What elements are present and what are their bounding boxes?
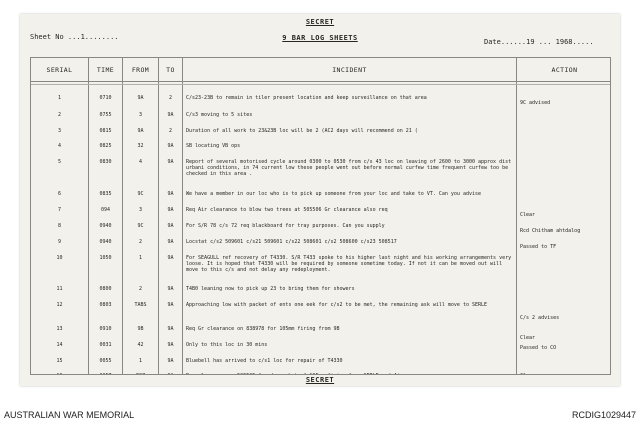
serial-cell: 7 <box>57 207 61 213</box>
serial-cell: 11 <box>56 286 63 292</box>
from-cell: 1 <box>138 255 142 261</box>
archive-reference: RCDIG1029447 <box>571 410 636 420</box>
incident-cell: For S/R 78 c/s 72 req blackboard for tray purposes. Can you supply <box>186 223 385 229</box>
time-cell: 0710 <box>99 95 112 101</box>
incident-cell: Req Air clearance to blow two trees at 505506 Gr clearance also req <box>186 207 388 213</box>
incident-cell: Approaching low with packet of ents one eek for c/s2 to be met, the remaining ask will move to SERLE <box>186 302 488 308</box>
column-divider <box>516 58 517 374</box>
incident-cell: C/s23-23B to remain in tiler present location and keep surveillance on that area <box>186 95 427 101</box>
column-header-action: ACTION <box>551 65 578 74</box>
from-cell: 2 <box>138 286 142 292</box>
time-cell: 0825 <box>99 143 112 149</box>
serial-cell: 3 <box>57 128 61 134</box>
header-separator <box>31 84 610 85</box>
to-cell: 9A <box>167 302 174 308</box>
classification-footer: SECRET <box>305 376 335 384</box>
action-cell: Clear <box>520 335 536 341</box>
time-cell: 0835 <box>99 191 112 197</box>
time-cell: 0755 <box>99 112 112 118</box>
incident-cell: C/s3 moving to 5 sites <box>186 112 253 118</box>
to-cell: 2 <box>168 128 172 134</box>
from-cell: 1 <box>138 358 142 364</box>
serial-cell: 12 <box>56 302 63 308</box>
log-table <box>30 57 611 375</box>
time-cell: 0055 <box>99 358 112 364</box>
from-cell: 4 <box>138 159 142 165</box>
incident-cell: Only to this loc in 30 mins <box>186 342 268 348</box>
serial-cell: 13 <box>56 326 63 332</box>
from-cell: 9C <box>137 223 144 229</box>
to-cell: 2 <box>168 95 172 101</box>
from-cell: 3 <box>138 207 142 213</box>
incident-cell: Req Gr clearance on 838978 for 105mm firing from 9B <box>186 326 340 332</box>
to-cell: 9A <box>167 286 174 292</box>
serial-cell: 2 <box>57 112 61 118</box>
incident-cell <box>186 373 512 375</box>
to-cell: 9A <box>167 223 174 229</box>
serial-cell: 10 <box>56 255 63 261</box>
log-sheet <box>20 14 620 386</box>
to-cell: 9A <box>167 255 174 261</box>
incident-cell: Duration of all work to 23&23B loc will be 2 (AC2 days will recommend on 21 ( <box>186 128 418 134</box>
time-cell: 0815 <box>99 128 112 134</box>
to-cell: 9A <box>167 143 174 149</box>
to-cell: 9A <box>167 326 174 332</box>
column-header-from: FROM <box>131 65 150 74</box>
column-header-to: TO <box>166 65 175 74</box>
serial-cell: 4 <box>57 143 61 149</box>
to-cell: 9A <box>167 207 174 213</box>
column-divider <box>182 58 183 374</box>
column-header-serial: SERIAL <box>46 65 73 74</box>
sheet-date: Date......19 ... 1968..... <box>484 38 594 46</box>
incident-cell: For SEAGULL ref recovery of T4330. S/R T433 spoke to his higher last night and his working arrangements very loose. It is hoped that T4330 will be required by someone sometime today. If not it can be moved out will move to this c/s and not delay any redeployment. <box>186 255 512 274</box>
action-cell: 9C advised <box>520 100 551 106</box>
column-header-incident: INCIDENT <box>332 65 367 74</box>
to-cell: 9A <box>167 159 174 165</box>
from-cell: TABS <box>134 302 147 308</box>
time-cell: 1050 <box>99 255 112 261</box>
serial-cell: 5 <box>57 159 61 165</box>
time-cell: 0031 <box>99 342 112 348</box>
action-cell: Clear <box>520 212 536 218</box>
from-cell: 9A <box>137 128 144 134</box>
from-cell: 9B <box>137 326 144 332</box>
to-cell <box>159 373 182 375</box>
serial-cell: 9 <box>57 239 61 245</box>
to-cell: 9A <box>167 191 174 197</box>
incident-cell: We have a member in our loc who is to pick up someone from your loc and take to VT. Can you advise <box>186 191 482 197</box>
from-cell: 9A <box>137 95 144 101</box>
serial-cell: 1 <box>57 95 61 101</box>
serial-cell: 15 <box>56 358 63 364</box>
from-cell <box>123 373 158 375</box>
incident-cell: Report of several motorised cycle around 0300 to 0530 from c/s 43 loc on leaving of 2600 to 3000 approx dist urbani conditions, in 74 current low these people went out before normal curfew time frequent curfew too be checked in this area . <box>186 159 512 178</box>
time-cell <box>89 373 122 375</box>
from-cell: 42 <box>137 342 144 348</box>
serial-cell <box>31 373 88 375</box>
incident-cell: Bluebell has arrived to c/s1 loc for repair of T4330 <box>186 358 343 364</box>
time-cell: 0830 <box>99 159 112 165</box>
action-cell <box>520 373 535 375</box>
time-cell: 0803 <box>99 302 112 308</box>
from-cell: 2 <box>138 239 142 245</box>
serial-cell: 14 <box>56 342 63 348</box>
action-cell: Passed to CO <box>520 345 557 351</box>
action-cell: Passed to TF <box>520 244 557 250</box>
archive-credit: AUSTRALIAN WAR MEMORIAL <box>4 410 135 420</box>
to-cell: 9A <box>167 112 174 118</box>
action-cell: C/s 2 advises <box>520 315 560 321</box>
time-cell: 0910 <box>99 326 112 332</box>
incident-cell: T4B0 leaning now to pick up 23 to bring them for showers <box>186 286 355 292</box>
action-cell: Rcd Chitham ahtdalog <box>520 228 581 234</box>
incident-cell: SB locating VB ops <box>186 143 241 149</box>
sheet-title: 9 BAR LOG SHEETS <box>282 34 358 42</box>
to-cell: 9A <box>167 358 174 364</box>
from-cell: 32 <box>137 143 144 149</box>
time-cell: 0800 <box>99 286 112 292</box>
to-cell: 9A <box>167 342 174 348</box>
from-cell: 9C <box>137 191 144 197</box>
incident-cell: Locstat c/s2 509601 c/s21 509601 c/s22 508601 c/s2 508600 c/s23 508517 <box>186 239 397 245</box>
serial-cell: 8 <box>57 223 61 229</box>
sheet-number: Sheet No ...1........ <box>30 33 119 41</box>
to-cell: 9A <box>167 239 174 245</box>
from-cell: 3 <box>138 112 142 118</box>
column-header-time: TIME <box>96 65 115 74</box>
time-cell: 0940 <box>99 223 112 229</box>
time-cell: 0940 <box>99 239 112 245</box>
serial-cell: 6 <box>57 191 61 197</box>
time-cell: 094 <box>100 207 111 213</box>
classification-header: SECRET <box>305 18 335 26</box>
header-separator <box>31 81 610 82</box>
